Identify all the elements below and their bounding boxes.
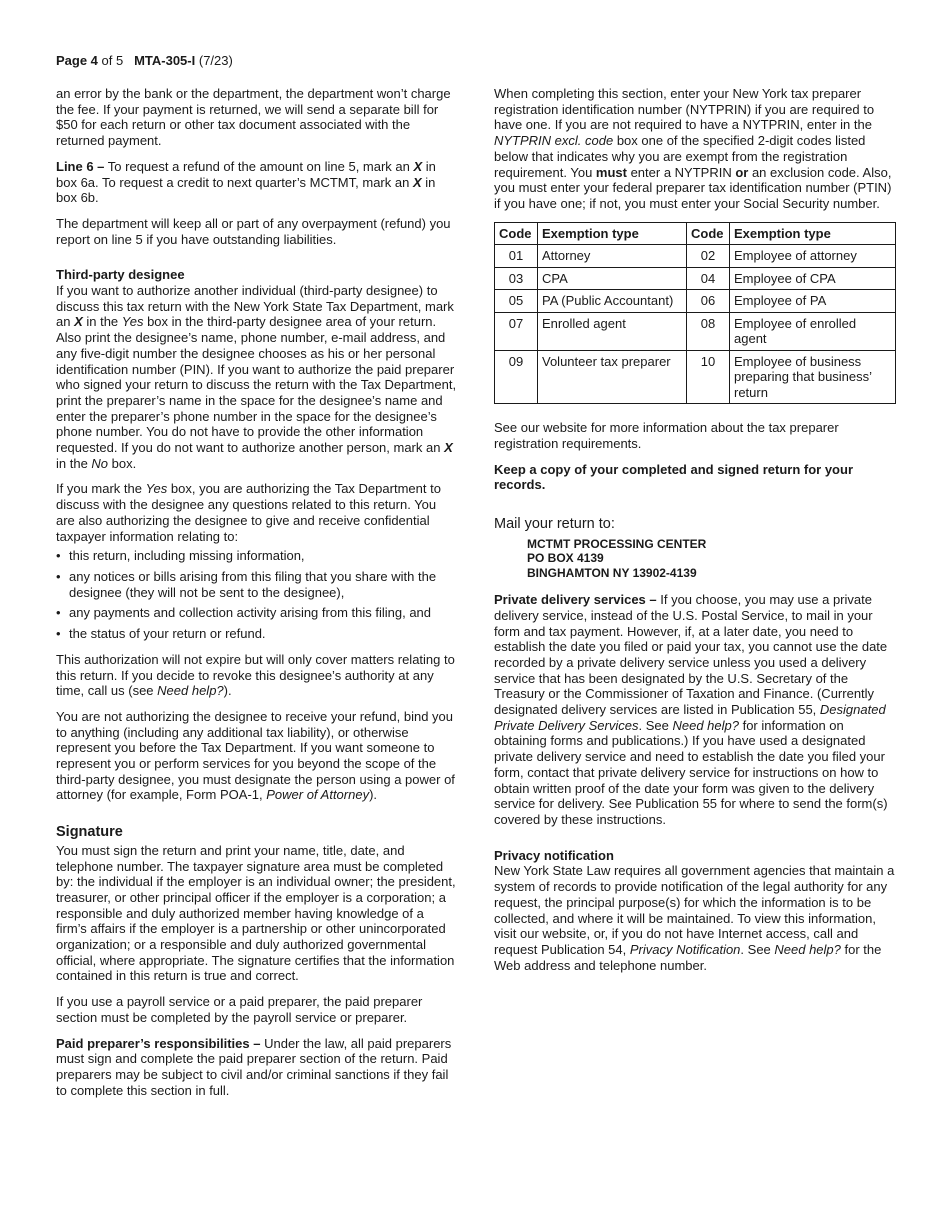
list-item: • the status of your return or refund. [56, 626, 458, 642]
private-delivery-label: Private delivery services – [494, 592, 657, 608]
table-row [495, 267, 896, 290]
must-word: must [595, 164, 627, 180]
column-header: Exemption type [730, 222, 896, 245]
table-cell: Employee of attorney [730, 245, 896, 268]
mailing-address [527, 537, 896, 581]
signature-heading: Signature [56, 824, 123, 841]
list-item: • any payments and collection activity arising from this filing, and [56, 605, 458, 621]
table-cell: 01 [495, 245, 538, 268]
poa-ref: Power of Attorney [266, 787, 370, 803]
nytprin-code-ref: NYTPRIN excl. code [494, 133, 614, 149]
nytprin-paragraph: When completing this section, enter your New York tax preparer registration identification number (NYTPRIN) if you are required to have one. If you are not required to have a NYTPRIN, enter in the NYTPRIN excl. code box one of the specified 2-digit codes listed below that indicates why you are exempt from the registration requirement. You must enter a NYTPRIN or an exclusion code. Also, you must enter your federal preparer tax identification number (PTIN) if you have one; if not, you must enter your Social Security number. [494, 86, 892, 211]
private-delivery-paragraph: Private delivery services – If you choose, you may use a private delivery service, instead of the U.S. Postal Service, to mail in your form and tax payment. However, if, at a later date, you need to establish the date you filed or paid your tax, you cannot use the date recorded by a private delivery service unless you used a delivery service that has been designated by the U.S. Secretary of the Treasury or the Commissioner of Taxation and Finance. (Currently designated delivery services are listed in Publication 55, Designated Private Delivery Services. See Need help? for information on obtaining forms and publications.) If you have used a designated private delivery service and need to establish the date you filed your form, contact that private delivery service for instructions on how to obtain written proof of the date your form was given to the delivery service for delivery. See Publication 55 for where to send the form(s) covered by these instructions. [494, 592, 888, 827]
or-word: or [735, 164, 749, 180]
authorization-paragraph: This authorization will not expire but will only cover matters relating to this return. If you decide to revoke this designee’s authority at any time, call us (see Need help?). [56, 651, 455, 699]
page-number: Page 4 [56, 53, 98, 68]
table-cell: 09 [495, 350, 538, 404]
list-item: • any notices or bills arising from this filing that you share with the designee (they will not be sent to the designee), [56, 569, 458, 600]
publication-55-ref: Designated Private Delivery Services [494, 702, 886, 733]
table-row [495, 290, 896, 313]
table-row [495, 312, 896, 350]
table-row [495, 245, 896, 268]
privacy-heading: Privacy notification [494, 847, 614, 863]
yes-word: Yes [145, 481, 168, 497]
overpayment-paragraph: The department will keep all or part of any overpayment (refund) you report on line 5 if you have outstanding liabilities. [56, 215, 451, 247]
form-revision: (7/23) [198, 53, 233, 68]
table-cell: Attorney [538, 245, 687, 268]
need-help-ref: Need help? [157, 683, 224, 699]
payroll-paragraph: If you use a payroll service or a paid preparer, the paid preparer section must be completed by the payroll service or preparer. [56, 994, 423, 1025]
page-header [56, 53, 233, 68]
privacy-paragraph: New York State Law requires all government agencies that maintain a system of records to provide notification of the legal authority for any request, the principal purpose(s) for which the information is to be collected, and where it will be maintained. To view this information, visit our website, or, if you do not have Internet access, call and request Publication 54, Privacy Notification. See Need help? for the Web address and telephone number. [494, 863, 895, 973]
table-cell: PA (Public Accountant) [538, 290, 687, 313]
line6-label: Line 6 – [56, 158, 105, 174]
yes-box-paragraph: If you mark the Yes box, you are authorizing the Tax Department to discuss with the designee any questions related to this return. You are also authorizing the designee to give and receive confidential taxpayer information relating to: [56, 481, 441, 544]
x-mark: X [412, 174, 422, 190]
designee-info-list [56, 548, 458, 642]
paid-preparer-paragraph: Paid preparer’s responsibilities – Under the law, all paid preparers must sign and complete the paid preparer section of the return. Paid preparers may be subject to civil and/or criminal sanctions if they fail to complete this section in full. [56, 1035, 452, 1098]
signature-paragraph: You must sign the return and print your name, title, date, and telephone number. The taxpayer signature area must be completed by: the individual if the employer is an individual owner; the president, treasurer, or other principal officer if the employer is a corporation; a responsible and duly authorized member having knowledge of a firm’s affairs if the employer is a partnership or other unincorporated organization; or a responsible and duly authorized governmental official, where appropriate. The signature certifies that the information contained in this return is true and correct. [56, 842, 456, 984]
table-cell: 04 [687, 267, 730, 290]
paid-preparer-label: Paid preparer’s responsibilities – [56, 1035, 261, 1051]
table-cell: Enrolled agent [538, 312, 687, 350]
table-cell: 03 [495, 267, 538, 290]
table-cell: Volunteer tax preparer [538, 350, 687, 404]
yes-word: Yes [121, 314, 144, 330]
table-cell: 06 [687, 290, 730, 313]
table-cell: Employee of PA [730, 290, 896, 313]
table-cell: 10 [687, 350, 730, 404]
mail-heading: Mail your return to: [494, 515, 615, 532]
right-column [494, 86, 896, 983]
table-cell: 05 [495, 290, 538, 313]
x-mark: X [444, 440, 453, 456]
column-header: Code [687, 222, 730, 245]
column-header: Code [495, 222, 538, 245]
form-id: MTA-305-I [134, 53, 196, 68]
left-column [56, 86, 458, 1108]
table-cell: CPA [538, 267, 687, 290]
no-word: No [91, 455, 109, 471]
list-item: • this return, including missing information, [56, 548, 458, 564]
table-cell: Employee of CPA [730, 267, 896, 290]
third-party-designee-paragraph: If you want to authorize another individual (third-party designee) to discuss this tax return with the New York State Tax Department, mark an X in the Yes box in the third-party designee area of your return. Also print the designee’s name, phone number, e-mail address, and any five-digit number the designee chooses as his or her personal identification number (PIN). If you want to authorize the paid preparer who signed your return to discuss the return with the Tax Department, print the preparer’s name in the space for the designee’s name and enter the preparer’s phone number in the space for the designee’s phone number. You do not have to provide the other information requested. If you do not want to authorize another person, mark an X in the No box. [56, 283, 457, 471]
exemption-code-table [494, 222, 896, 405]
address-line: MCTMT PROCESSING CENTER [527, 536, 707, 551]
table-header-row [495, 222, 896, 245]
table-cell: Employee of enrolled agent [730, 312, 896, 350]
x-mark: X [413, 158, 423, 174]
address-line: BINGHAMTON NY 13902-4139 [527, 565, 697, 580]
not-authorizing-paragraph: You are not authorizing the designee to receive your refund, bind you to anything (including any additional tax liability), or otherwise represent you before the Tax Department. If you want someone to represent you or perform services for you beyond the scope of the third-party designee, you must designate the person using a power of attorney (for example, Form POA-1, Power of Attorney). [56, 708, 455, 803]
page-count: of 5 [101, 53, 124, 68]
line6-paragraph: Line 6 – To request a refund of the amount on line 5, mark an X in box 6a. To request a credit to next quarter’s MCTMT, mark an X in box 6b. [56, 158, 436, 206]
column-header: Exemption type [538, 222, 687, 245]
need-help-ref: Need help? [774, 941, 841, 957]
website-paragraph: See our website for more information about the tax preparer registration requirements. [494, 420, 839, 451]
third-party-designee-heading: Third-party designee [56, 267, 185, 283]
x-mark: X [74, 314, 83, 330]
table-cell: 02 [687, 245, 730, 268]
need-help-ref: Need help? [672, 717, 739, 733]
table-cell: 07 [495, 312, 538, 350]
table-cell: 08 [687, 312, 730, 350]
table-row [495, 350, 896, 404]
keep-copy-notice: Keep a copy of your completed and signed return for your records. [494, 461, 853, 493]
publication-54-ref: Privacy Notification [629, 941, 741, 957]
table-cell: Employee of business preparing that business’ return [730, 350, 896, 404]
address-line: PO BOX 4139 [527, 551, 604, 566]
returned-payment-paragraph: an error by the bank or the department, the department won’t charge the fee. If your payment is returned, we will send a separate bill for $50 for each return or other tax document associated with the returned payment. [56, 86, 451, 149]
